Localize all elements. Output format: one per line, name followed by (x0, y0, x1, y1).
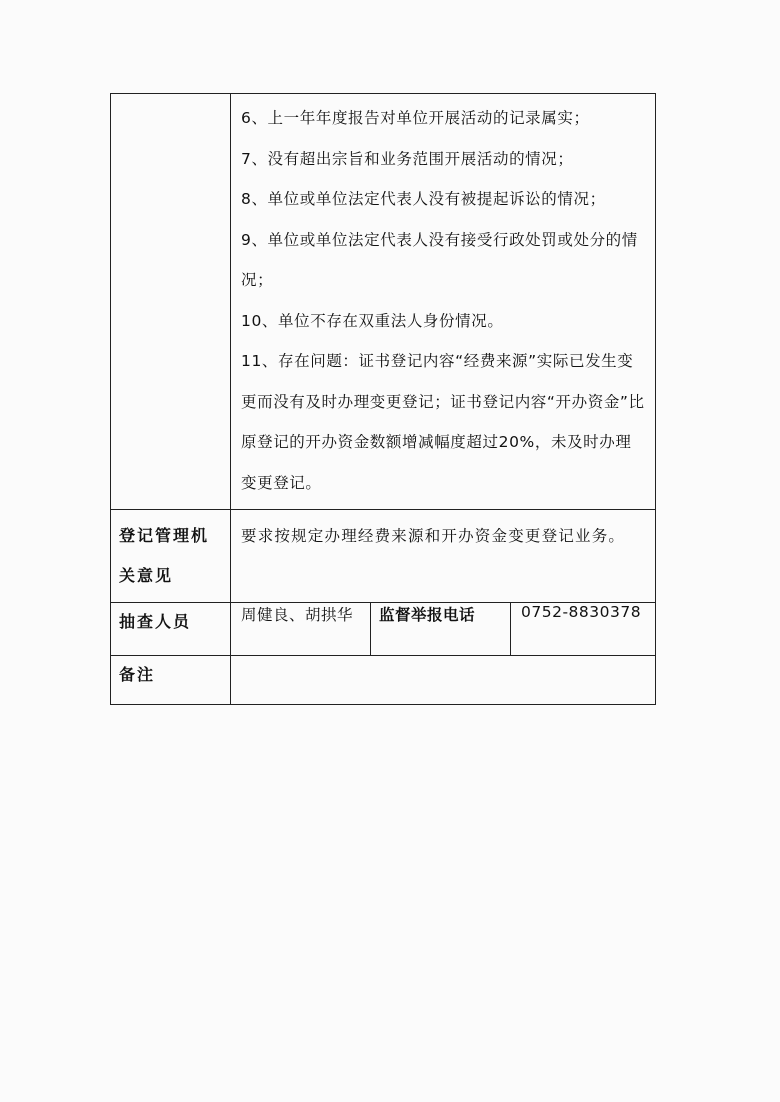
staff-names: 周健良、胡拱华 (231, 603, 371, 656)
staff-label: 抽查人员 (111, 603, 231, 656)
finding-item: 9、单位或单位法定代表人没有接受行政处罚或处分的情况； (241, 230, 638, 289)
hotline-label: 监督举报电话 (371, 603, 511, 656)
finding-item: 11、存在问题：证书登记内容“经费来源”实际已发生变更而没有及时办理变更登记；证书登记内容“开办资金”比原登记的开办资金数额增减幅度超过20%，未及时办理变更登记。 (241, 352, 645, 492)
finding-item: 8、单位或单位法定代表人没有被提起诉讼的情况； (241, 190, 606, 208)
finding-item: 10、单位不存在双重法人身份情况。 (241, 311, 504, 330)
opinion-row (111, 510, 656, 603)
staff-row (111, 603, 656, 656)
finding-item: 7、没有超出宗旨和业务范围开展活动的情况； (241, 149, 574, 168)
findings-cell (231, 94, 656, 510)
remark-row (111, 656, 656, 705)
hotline-number: 0752-8830378 (511, 603, 656, 656)
finding-item: 6、上一年年度报告对单位开展活动的记录属实； (241, 109, 590, 127)
remark-value (231, 656, 656, 705)
opinion-label: 登记管理机关意见 (111, 510, 231, 603)
findings-label-cell (111, 94, 231, 510)
inspection-form-table (110, 93, 656, 705)
remark-label: 备注 (111, 656, 231, 705)
findings-row (111, 94, 656, 510)
opinion-text: 要求按规定办理经费来源和开办资金变更登记业务。 (231, 510, 656, 603)
